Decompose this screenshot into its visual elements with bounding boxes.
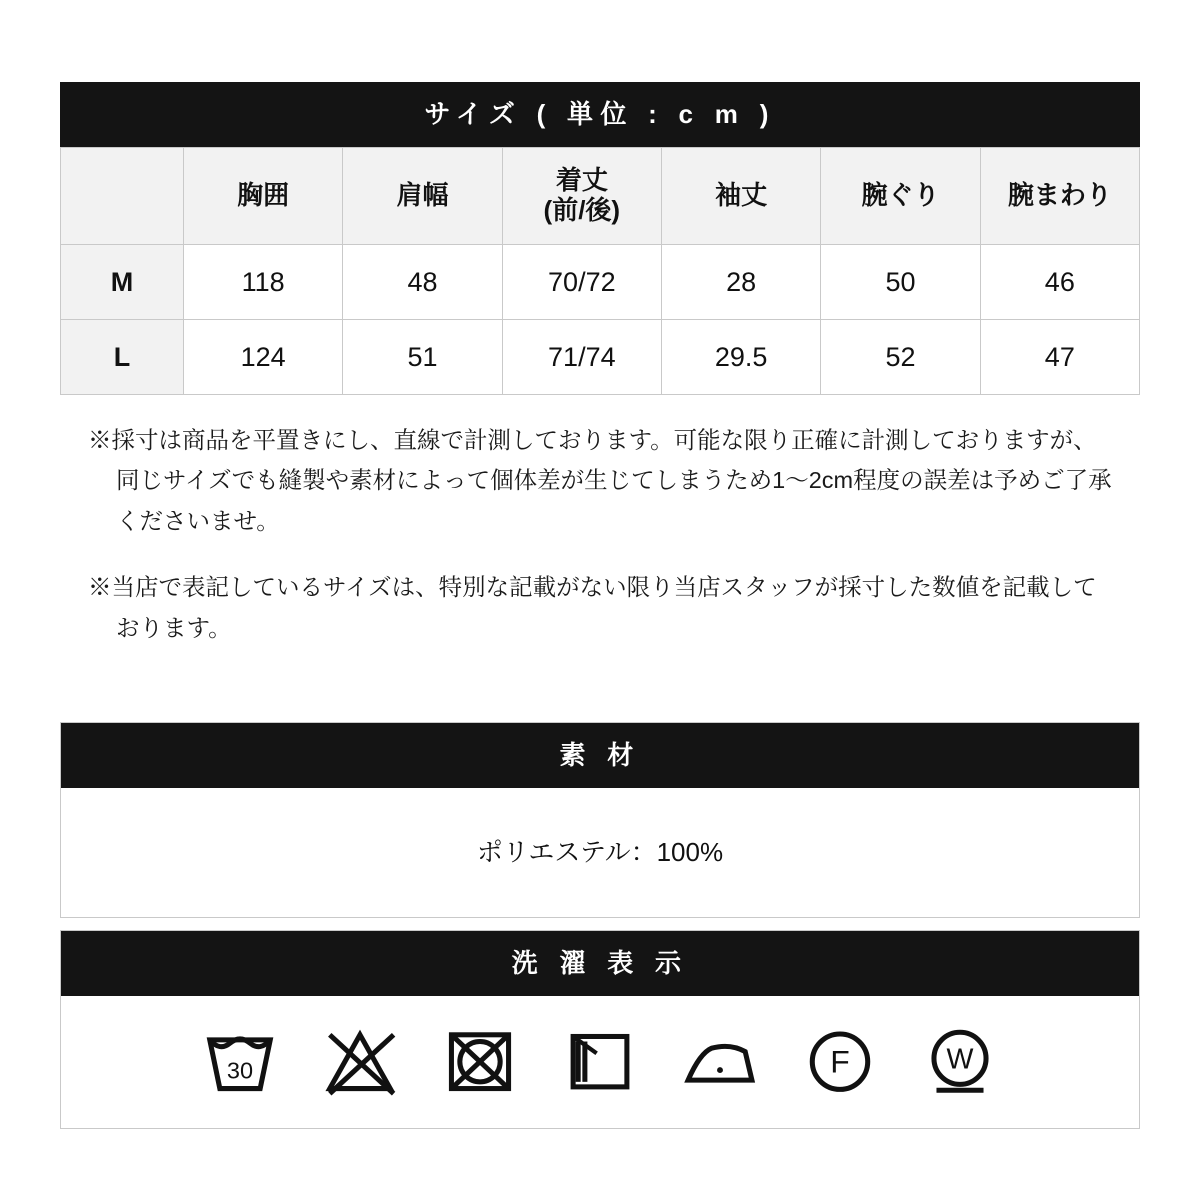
note-measurement-text: ※採寸は商品を平置きにし、直線で計測しております。可能な限り正確に計測しておりますが、同じサイズでも縫製や素材によって個体差が生じてしまうため1〜2cm程度の誤差は予めご了承くださいませ。 [88, 427, 1112, 534]
size-section-title: サイズ ( 単位 : c m ) [60, 82, 1140, 147]
cell-m-armhole: 50 [821, 245, 980, 320]
header-bust: 胸囲 [184, 148, 343, 245]
dry-clean-f-icon [798, 1018, 882, 1102]
size-section [60, 82, 1140, 395]
no-bleach-icon [318, 1018, 402, 1102]
cell-l-shoulder: 51 [343, 320, 502, 395]
wash-30-icon [198, 1018, 282, 1102]
cell-l-arm: 47 [980, 320, 1139, 395]
line-dry-shade-icon [558, 1018, 642, 1102]
cell-m-sleeve: 28 [661, 245, 820, 320]
cell-l-armhole: 52 [821, 320, 980, 395]
cell-m-bust: 118 [184, 245, 343, 320]
header-shoulder: 肩幅 [343, 148, 502, 245]
svg-text:W: W [946, 1043, 974, 1076]
no-tumble-dry-icon [438, 1018, 522, 1102]
header-sleeve: 袖丈 [661, 148, 820, 245]
wash-section-title: 洗 濯 表 示 [61, 931, 1139, 996]
note-staff-measured [88, 567, 1118, 648]
header-length-line2: (前/後) [543, 195, 621, 225]
note-measurement [88, 420, 1118, 541]
header-arm-circumference: 腕まわり [980, 148, 1139, 245]
cell-l-bust: 124 [184, 320, 343, 395]
header-length-line1: 着丈 [555, 165, 608, 196]
material-section-title: 素 材 [61, 723, 1139, 788]
wash-icon-row [61, 996, 1139, 1128]
header-length [502, 148, 661, 245]
cell-m-shoulder: 48 [343, 245, 502, 320]
svg-text:F: F [830, 1043, 850, 1080]
note-staff-measured-text: ※当店で表記しているサイズは、特別な記載がない限り当店スタッフが採寸した数値を記載しております。 [88, 574, 1097, 641]
cell-l-length: 71/74 [502, 320, 661, 395]
cell-l-sleeve: 29.5 [661, 320, 820, 395]
header-blank [61, 148, 184, 245]
wet-clean-w-icon [918, 1018, 1002, 1102]
table-header-row [61, 148, 1140, 245]
iron-low-icon [678, 1018, 762, 1102]
cell-m-arm: 46 [980, 245, 1139, 320]
wash-section [60, 930, 1140, 1129]
header-armhole: 腕ぐり [821, 148, 980, 245]
row-label-m: M [61, 245, 184, 320]
size-table [60, 147, 1140, 395]
table-row [61, 320, 1140, 395]
row-label-l: L [61, 320, 184, 395]
notes-section [88, 420, 1118, 674]
table-row [61, 245, 1140, 320]
material-section [60, 722, 1140, 918]
svg-text:30: 30 [226, 1057, 254, 1084]
material-value: ポリエステル：100% [61, 788, 1139, 917]
cell-m-length: 70/72 [502, 245, 661, 320]
